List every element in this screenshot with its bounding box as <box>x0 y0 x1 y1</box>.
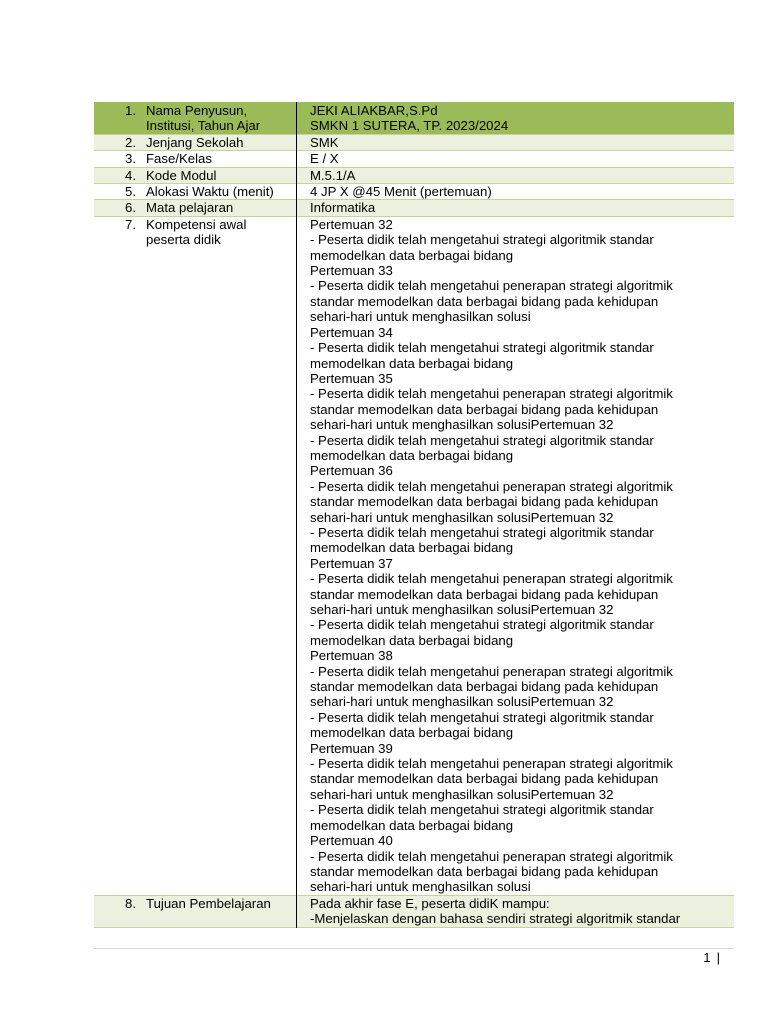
row-value <box>297 167 735 183</box>
row-value-line: - Peserta didik telah mengetahui strategi algoritmik standar <box>310 432 654 448</box>
row-label <box>146 134 297 150</box>
row-label-line: Nama Penyusun, <box>146 103 248 118</box>
row-value-line: - Peserta didik telah mengetahui penerapan strategi algoritmik <box>310 478 673 494</box>
row-value-line: sehari-hari untuk menghasilkan solusiPertemuan 32 <box>310 786 614 802</box>
row-value-line: JEKI ALIAKBAR,S.Pd <box>310 103 438 118</box>
row-value-line: memodelkan data berbagai bidang <box>310 447 514 463</box>
row-number: 4. <box>125 167 136 183</box>
row-value-line: standar memodelkan data berbagai bidang pada kehidupan <box>310 771 659 787</box>
row-value-line: Pertemuan 35 <box>310 370 393 386</box>
row-value-line: Pertemuan 39 <box>310 740 393 756</box>
row-value-line: - Peserta didik telah mengetahui penerapan strategi algoritmik <box>310 756 673 772</box>
row-value-line: memodelkan data berbagai bidang <box>310 725 514 741</box>
table-row <box>94 103 734 135</box>
row-value-line: - Peserta didik telah mengetahui penerapan strategi algoritmik <box>310 386 673 402</box>
row-value-line: standar memodelkan data berbagai bidang pada kehidupan <box>310 293 659 309</box>
row-value <box>297 134 735 150</box>
row-label <box>146 103 297 135</box>
row-label-line: Institusi, Tahun Ajar <box>146 118 261 134</box>
row-value-line: Pertemuan 34 <box>310 324 393 340</box>
row-value <box>297 216 735 895</box>
row-value-line: Pertemuan 36 <box>310 463 393 479</box>
table-row <box>94 134 734 150</box>
row-label <box>146 151 297 167</box>
row-value-line: Pertemuan 32 <box>310 216 393 232</box>
row-number: 8. <box>125 895 136 911</box>
row-label-line: peserta didik <box>146 232 221 248</box>
row-value-line: sehari-hari untuk menghasilkan solusiPertemuan 32 <box>310 509 614 525</box>
row-value-line: - Peserta didik telah mengetahui strategi algoritmik standar <box>310 340 654 356</box>
row-value-line: standar memodelkan data berbagai bidang pada kehidupan <box>310 586 659 602</box>
row-value-line: standar memodelkan data berbagai bidang pada kehidupan <box>310 863 659 879</box>
row-value-line: - Peserta didik telah mengetahui strategi algoritmik standar <box>310 617 654 633</box>
row-value-line: standar memodelkan data berbagai bidang pada kehidupan <box>310 679 659 695</box>
row-number: 3. <box>125 151 136 167</box>
row-value-line: sehari-hari untuk menghasilkan solusiPertemuan 32 <box>310 694 614 710</box>
row-value-line: sehari-hari untuk menghasilkan solusi <box>310 309 531 325</box>
page-number <box>640 950 720 965</box>
table-row <box>94 151 734 167</box>
row-value <box>297 103 735 135</box>
row-value-line: - Peserta didik telah mengetahui strategi algoritmik standar <box>310 802 654 818</box>
row-value <box>297 151 735 167</box>
row-value-line: Pertemuan 37 <box>310 555 393 571</box>
row-value-line: standar memodelkan data berbagai bidang pada kehidupan <box>310 401 659 417</box>
row-value-line: SMK <box>310 134 339 150</box>
row-value-line: SMKN 1 SUTERA, TP. 2023/2024 <box>310 118 509 134</box>
row-number: 6. <box>125 200 136 216</box>
table-row <box>94 200 734 216</box>
row-value-line: 4 JP X @45 Menit (pertemuan) <box>310 184 492 200</box>
table-row <box>94 184 734 200</box>
row-value-line: memodelkan data berbagai bidang <box>310 247 514 263</box>
row-value-line: Pertemuan 33 <box>310 263 393 279</box>
row-value-line: - Peserta didik telah mengetahui penerapan strategi algoritmik <box>310 571 673 587</box>
row-value-line: - Peserta didik telah mengetahui strategi algoritmik standar <box>310 524 654 540</box>
table-row <box>94 216 734 895</box>
row-value-line: memodelkan data berbagai bidang <box>310 632 514 648</box>
footer-divider <box>94 948 734 949</box>
row-label-line: Jenjang Sekolah <box>146 134 244 150</box>
row-value <box>297 200 735 216</box>
row-value-line: - Peserta didik telah mengetahui penerapan strategi algoritmik <box>310 278 673 294</box>
row-label <box>146 200 297 216</box>
row-value-line: - Peserta didik telah mengetahui penerapan strategi algoritmik <box>310 663 673 679</box>
page-number-separator: | <box>716 950 720 965</box>
row-label-line: Kompetensi awal <box>146 216 247 232</box>
row-number: 5. <box>125 184 136 200</box>
row-value <box>297 184 735 200</box>
row-label <box>146 184 297 200</box>
row-label <box>146 895 297 927</box>
row-value-line: standar memodelkan data berbagai bidang pada kehidupan <box>310 494 659 510</box>
module-info-table <box>94 102 734 928</box>
row-value-line: memodelkan data berbagai bidang <box>310 540 514 556</box>
row-value <box>297 895 735 927</box>
row-value-line: Pertemuan 40 <box>310 833 393 849</box>
row-value-line: sehari-hari untuk menghasilkan solusiPertemuan 32 <box>310 602 614 617</box>
row-value-line: sehari-hari untuk menghasilkan solusi <box>310 879 531 895</box>
row-number: 2. <box>125 134 136 150</box>
row-value-line: Pada akhir fase E, peserta didiK mampu: <box>310 895 550 911</box>
row-value-line: -Menjelaskan dengan bahasa sendiri strategi algoritmik standar <box>310 911 681 927</box>
row-label-line: Alokasi Waktu (menit) <box>146 184 274 200</box>
row-label-line: Kode Modul <box>146 167 217 183</box>
row-number: 7. <box>125 216 136 232</box>
row-label-line: Fase/Kelas <box>146 151 212 167</box>
row-value-line: memodelkan data berbagai bidang <box>310 817 514 833</box>
table-row <box>94 895 734 927</box>
row-value-line: E / X <box>310 151 339 167</box>
row-value-line: memodelkan data berbagai bidang <box>310 355 514 371</box>
row-value-line: - Peserta didik telah mengetahui penerapan strategi algoritmik <box>310 848 673 864</box>
row-value-line: M.5.1/A <box>310 167 356 183</box>
row-value-line: sehari-hari untuk menghasilkan solusiPertemuan 32 <box>310 417 614 433</box>
row-label-line: Tujuan Pembelajaran <box>146 895 271 911</box>
row-value-line: - Peserta didik telah mengetahui strategi algoritmik standar <box>310 232 654 248</box>
table-row <box>94 167 734 183</box>
page-number-value: 1 <box>703 950 711 965</box>
row-label-line: Mata pelajaran <box>146 200 234 216</box>
row-label <box>146 216 297 895</box>
row-value-line: Informatika <box>310 200 376 216</box>
row-number: 1. <box>125 103 136 118</box>
row-label <box>146 167 297 183</box>
row-value-line: Pertemuan 38 <box>310 648 393 664</box>
row-value-line: - Peserta didik telah mengetahui strategi algoritmik standar <box>310 709 654 725</box>
